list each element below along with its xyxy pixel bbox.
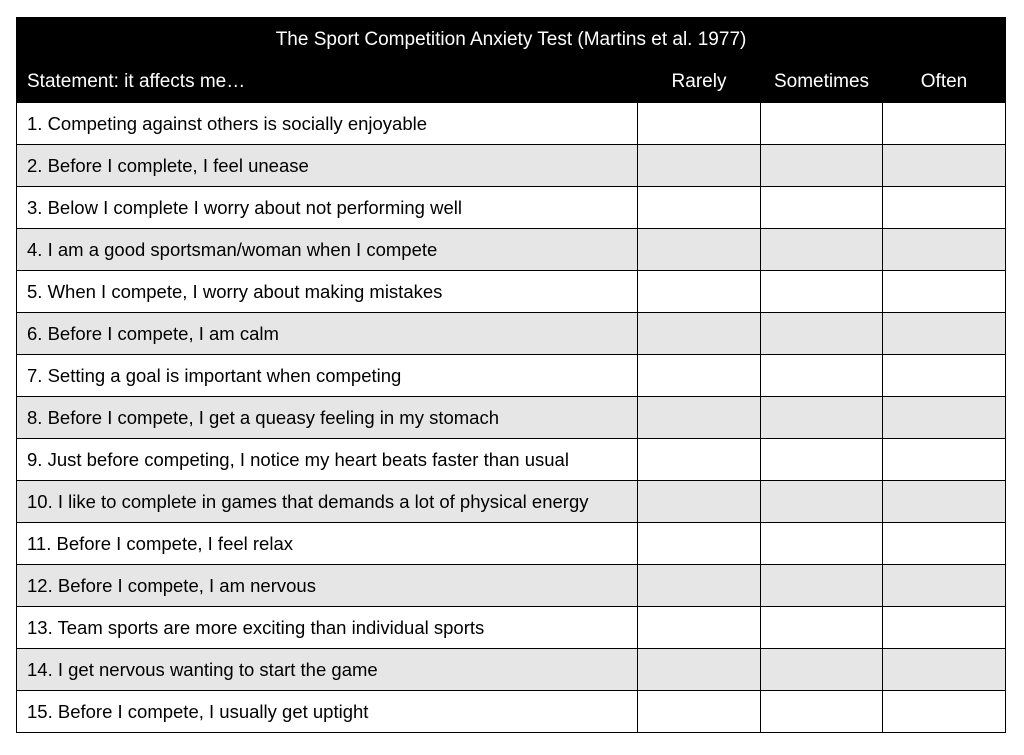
response-cell-sometimes[interactable] — [761, 187, 883, 229]
table-row — [17, 481, 1006, 523]
statement-cell: 11. Before I compete, I feel relax — [17, 523, 638, 565]
response-cell-rarely[interactable] — [638, 145, 761, 187]
response-cell-often[interactable] — [883, 103, 1006, 145]
response-cell-rarely[interactable] — [638, 103, 761, 145]
statement-cell: 2. Before I complete, I feel unease — [17, 145, 638, 187]
response-cell-sometimes[interactable] — [761, 145, 883, 187]
table-row — [17, 271, 1006, 313]
response-cell-sometimes[interactable] — [761, 439, 883, 481]
response-cell-rarely[interactable] — [638, 439, 761, 481]
statement-cell: 4. I am a good sportsman/woman when I compete — [17, 229, 638, 271]
statement-cell: 3. Below I complete I worry about not performing well — [17, 187, 638, 229]
response-cell-sometimes[interactable] — [761, 397, 883, 439]
statement-rows — [17, 103, 1006, 733]
response-cell-sometimes[interactable] — [761, 355, 883, 397]
statement-cell: 7. Setting a goal is important when competing — [17, 355, 638, 397]
response-cell-rarely[interactable] — [638, 481, 761, 523]
statement-cell: 1. Competing against others is socially enjoyable — [17, 103, 638, 145]
response-cell-sometimes[interactable] — [761, 649, 883, 691]
column-header-row — [17, 62, 1006, 103]
table-row — [17, 313, 1006, 355]
response-cell-sometimes[interactable] — [761, 523, 883, 565]
response-cell-rarely[interactable] — [638, 397, 761, 439]
response-cell-rarely[interactable] — [638, 691, 761, 733]
column-header-rarely: Rarely — [638, 62, 761, 103]
response-cell-rarely[interactable] — [638, 649, 761, 691]
response-cell-often[interactable] — [883, 565, 1006, 607]
response-cell-often[interactable] — [883, 187, 1006, 229]
response-cell-often[interactable] — [883, 313, 1006, 355]
response-cell-rarely[interactable] — [638, 229, 761, 271]
table-row — [17, 355, 1006, 397]
statement-cell: 5. When I compete, I worry about making mistakes — [17, 271, 638, 313]
response-cell-rarely[interactable] — [638, 355, 761, 397]
table-row — [17, 187, 1006, 229]
column-header-sometimes: Sometimes — [761, 62, 883, 103]
table-row — [17, 607, 1006, 649]
response-cell-sometimes[interactable] — [761, 229, 883, 271]
response-cell-rarely[interactable] — [638, 565, 761, 607]
response-cell-often[interactable] — [883, 271, 1006, 313]
response-cell-sometimes[interactable] — [761, 103, 883, 145]
table-title: The Sport Competition Anxiety Test (Martins et al. 1977) — [17, 18, 1006, 62]
response-cell-rarely[interactable] — [638, 523, 761, 565]
response-cell-often[interactable] — [883, 607, 1006, 649]
table-row — [17, 103, 1006, 145]
response-cell-often[interactable] — [883, 145, 1006, 187]
table-row — [17, 439, 1006, 481]
column-header-statement: Statement: it affects me… — [17, 62, 638, 103]
table-row — [17, 229, 1006, 271]
table-row — [17, 397, 1006, 439]
response-cell-sometimes[interactable] — [761, 607, 883, 649]
anxiety-test-table — [16, 17, 1006, 733]
statement-cell: 8. Before I compete, I get a queasy feeling in my stomach — [17, 397, 638, 439]
column-header-often: Often — [883, 62, 1006, 103]
response-cell-often[interactable] — [883, 397, 1006, 439]
response-cell-rarely[interactable] — [638, 271, 761, 313]
response-cell-rarely[interactable] — [638, 313, 761, 355]
response-cell-sometimes[interactable] — [761, 271, 883, 313]
title-row — [17, 18, 1006, 62]
response-cell-rarely[interactable] — [638, 607, 761, 649]
statement-cell: 15. Before I compete, I usually get uptight — [17, 691, 638, 733]
response-cell-sometimes[interactable] — [761, 313, 883, 355]
statement-cell: 10. I like to complete in games that demands a lot of physical energy — [17, 481, 638, 523]
table-row — [17, 523, 1006, 565]
statement-cell: 13. Team sports are more exciting than individual sports — [17, 607, 638, 649]
statement-cell: 6. Before I compete, I am calm — [17, 313, 638, 355]
response-cell-sometimes[interactable] — [761, 565, 883, 607]
response-cell-often[interactable] — [883, 523, 1006, 565]
table-row — [17, 145, 1006, 187]
statement-cell: 12. Before I compete, I am nervous — [17, 565, 638, 607]
response-cell-often[interactable] — [883, 481, 1006, 523]
statement-cell: 14. I get nervous wanting to start the game — [17, 649, 638, 691]
response-cell-sometimes[interactable] — [761, 481, 883, 523]
response-cell-often[interactable] — [883, 355, 1006, 397]
response-cell-sometimes[interactable] — [761, 691, 883, 733]
table-row — [17, 565, 1006, 607]
response-cell-rarely[interactable] — [638, 187, 761, 229]
response-cell-often[interactable] — [883, 691, 1006, 733]
response-cell-often[interactable] — [883, 649, 1006, 691]
statement-cell: 9. Just before competing, I notice my heart beats faster than usual — [17, 439, 638, 481]
response-cell-often[interactable] — [883, 229, 1006, 271]
table-row — [17, 649, 1006, 691]
response-cell-often[interactable] — [883, 439, 1006, 481]
questionnaire-sheet — [16, 17, 1005, 733]
table-row — [17, 691, 1006, 733]
